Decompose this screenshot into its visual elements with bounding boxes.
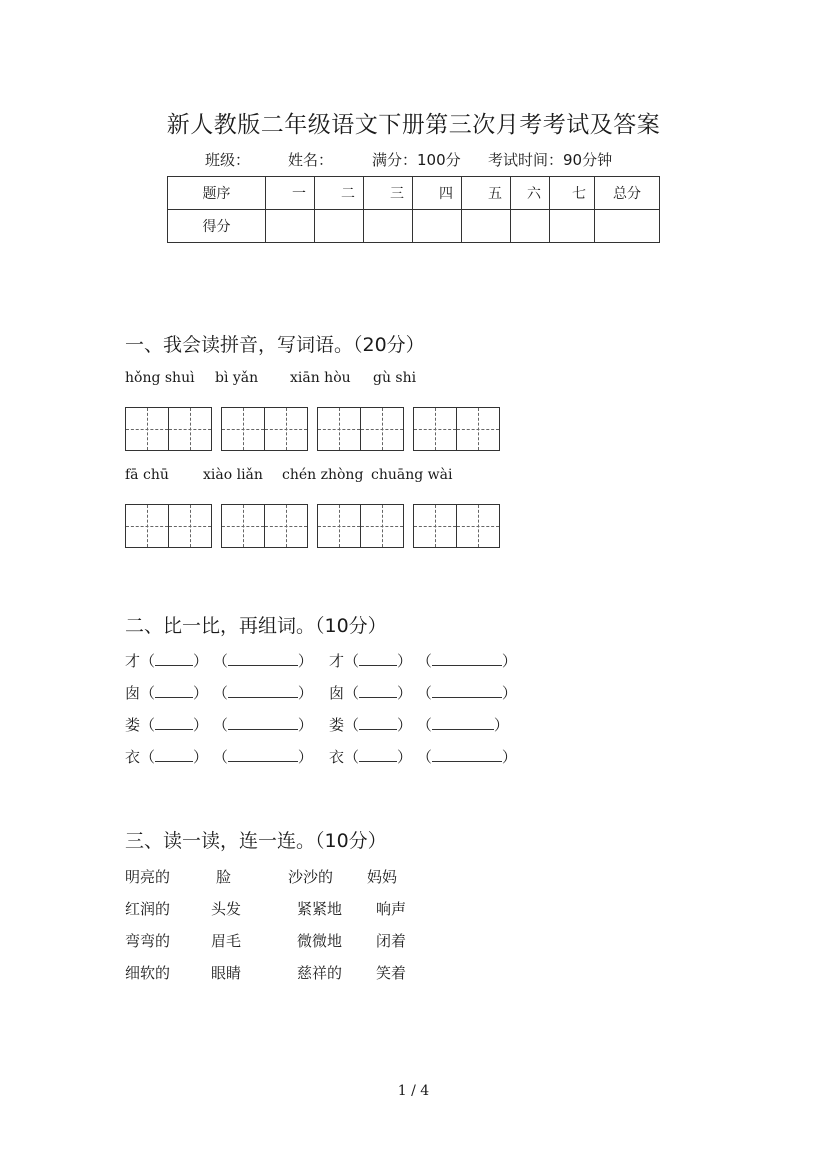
score-input-cell[interactable]	[315, 210, 364, 243]
compare-row: 囱（ ） （ ）	[125, 684, 313, 702]
section2-title: 二、比一比，再组词。（10分）	[125, 615, 387, 637]
compare-row: 娄（ ） （ ）	[125, 716, 313, 734]
score-input-cell[interactable]	[266, 210, 315, 243]
score-cell: 三	[364, 177, 413, 210]
word-item[interactable]: 头发	[211, 900, 242, 918]
name-label: 姓名：	[288, 151, 334, 169]
score-table	[167, 176, 660, 243]
pinyin: bì yǎn	[215, 370, 259, 386]
character: 才	[329, 652, 345, 670]
answer-blank[interactable]	[228, 747, 298, 762]
word-item[interactable]: 微微地	[297, 932, 343, 950]
section1-title: 一、我会读拼音，写词语。（20分）	[125, 334, 425, 356]
pinyin: fā chū	[125, 467, 169, 483]
writing-grid[interactable]	[317, 504, 404, 548]
answer-blank[interactable]	[432, 715, 494, 730]
word-item[interactable]: 细软的	[125, 964, 171, 982]
page-number: 1 / 4	[397, 1083, 430, 1099]
score-cell: 总分	[595, 177, 660, 210]
word-item[interactable]: 响声	[376, 900, 407, 918]
exam-time: 考试时间：90分钟	[488, 151, 613, 169]
score-input-cell[interactable]	[462, 210, 511, 243]
character: 衣	[329, 748, 345, 766]
score-input-cell[interactable]	[550, 210, 595, 243]
pinyin: gù shi	[373, 370, 417, 386]
character: 囱	[125, 684, 141, 702]
answer-blank[interactable]	[155, 651, 193, 666]
compare-row: 衣（ ） （ ）	[125, 748, 313, 766]
word-item[interactable]: 眉毛	[211, 932, 242, 950]
writing-grid[interactable]	[125, 407, 212, 451]
score-input-cell[interactable]	[364, 210, 413, 243]
score-table-score-row	[168, 210, 660, 243]
word-item[interactable]: 沙沙的	[288, 868, 334, 886]
section3-title: 三、读一读，连一连。（10分）	[125, 830, 387, 852]
answer-blank[interactable]	[228, 683, 298, 698]
writing-grid[interactable]	[221, 504, 308, 548]
writing-grid[interactable]	[221, 407, 308, 451]
score-cell: 五	[462, 177, 511, 210]
full-score: 满分：100分	[372, 151, 461, 169]
answer-blank[interactable]	[359, 651, 397, 666]
answer-blank[interactable]	[359, 715, 397, 730]
compare-row: 衣（ ） （ ）	[329, 748, 517, 766]
word-item[interactable]: 眼睛	[211, 964, 242, 982]
writing-grid[interactable]	[317, 407, 404, 451]
score-cell: 四	[413, 177, 462, 210]
word-item[interactable]: 闭着	[376, 932, 407, 950]
character: 娄	[125, 716, 141, 734]
writing-grid[interactable]	[125, 504, 212, 548]
compare-row: 囱（ ） （ ）	[329, 684, 517, 702]
score-table-header-row	[168, 177, 660, 210]
compare-row: 才（ ） （ ）	[125, 652, 313, 670]
answer-blank[interactable]	[432, 651, 502, 666]
compare-row: 娄（ ） （ ）	[329, 716, 509, 734]
character: 才	[125, 652, 141, 670]
word-item[interactable]: 红润的	[125, 900, 171, 918]
score-cell: 得分	[168, 210, 266, 243]
score-cell: 七	[550, 177, 595, 210]
class-label: 班级：	[205, 151, 251, 169]
pinyin: xiào liǎn	[203, 467, 263, 483]
pinyin: hǒng shuì	[125, 370, 195, 386]
answer-blank[interactable]	[155, 683, 193, 698]
writing-grid[interactable]	[413, 504, 500, 548]
word-item[interactable]: 紧紧地	[297, 900, 343, 918]
score-cell: 题序	[168, 177, 266, 210]
answer-blank[interactable]	[155, 747, 193, 762]
answer-blank[interactable]	[432, 683, 502, 698]
answer-blank[interactable]	[228, 715, 298, 730]
score-cell: 二	[315, 177, 364, 210]
word-item[interactable]: 笑着	[376, 964, 407, 982]
word-item[interactable]: 明亮的	[125, 868, 171, 886]
answer-blank[interactable]	[155, 715, 193, 730]
score-input-cell[interactable]	[413, 210, 462, 243]
word-item[interactable]: 弯弯的	[125, 932, 171, 950]
pinyin: chén zhòng	[282, 467, 364, 483]
page-title: 新人教版二年级语文下册第三次月考考试及答案	[166, 112, 661, 138]
score-input-cell[interactable]	[511, 210, 550, 243]
word-item[interactable]: 慈祥的	[297, 964, 343, 982]
character: 衣	[125, 748, 141, 766]
score-cell: 一	[266, 177, 315, 210]
writing-grid[interactable]	[413, 407, 500, 451]
pinyin: xiān hòu	[290, 370, 351, 386]
compare-row: 才（ ） （ ）	[329, 652, 517, 670]
character: 囱	[329, 684, 345, 702]
word-item[interactable]: 妈妈	[367, 868, 398, 886]
answer-blank[interactable]	[359, 683, 397, 698]
score-cell: 六	[511, 177, 550, 210]
answer-blank[interactable]	[432, 747, 502, 762]
answer-blank[interactable]	[359, 747, 397, 762]
answer-blank[interactable]	[228, 651, 298, 666]
character: 娄	[329, 716, 345, 734]
pinyin: chuāng wài	[371, 467, 453, 483]
score-input-cell[interactable]	[595, 210, 660, 243]
word-item[interactable]: 脸	[216, 868, 232, 886]
